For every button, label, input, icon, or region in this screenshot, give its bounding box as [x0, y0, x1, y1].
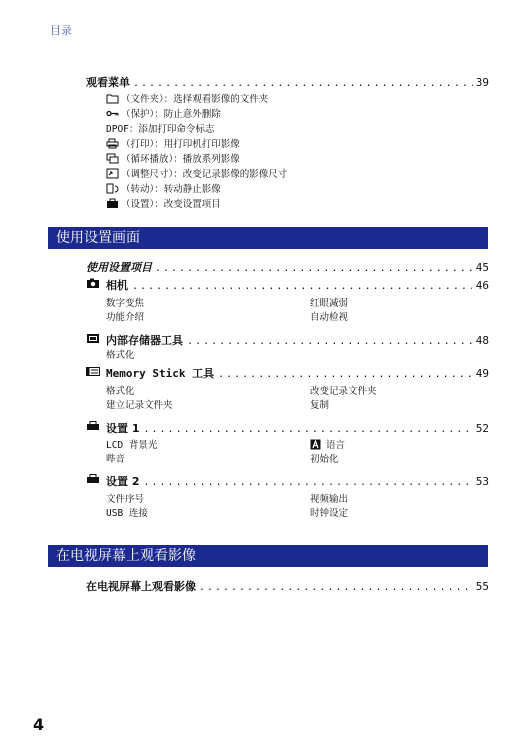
- view-item-dpof: [106, 121, 214, 135]
- camera-icon: [86, 278, 100, 289]
- toc-setup-2[interactable]: [86, 473, 489, 489]
- section-banner-tv: 在电视屏幕上观看影像: [48, 545, 488, 567]
- view-item-text: （调整尺寸）：改变记录影像的影像尺寸: [121, 169, 288, 180]
- toc-label: 设置 2: [106, 475, 140, 488]
- toc-page: 48: [475, 334, 489, 347]
- internal-memory-icon: [86, 333, 100, 344]
- toc-tv-view[interactable]: [86, 578, 489, 594]
- toc-page: 53: [475, 475, 489, 488]
- toc-page: 39: [475, 76, 489, 89]
- page-header: 目录: [50, 24, 72, 37]
- toolbox-2-icon: [86, 474, 100, 485]
- setup2-sub-right-1: 视频输出: [310, 494, 349, 505]
- view-item-text: DPOF：添加打印命令标志: [106, 124, 215, 135]
- camera-sub-right-2: 自动检视: [310, 312, 349, 323]
- view-item-text: （循环播放）：播放系列影像: [121, 154, 240, 165]
- view-item-folder: [106, 91, 268, 105]
- setup1-sub-left-2: 哔音: [106, 454, 126, 465]
- toc-camera[interactable]: [86, 277, 489, 293]
- toc-label: 内部存储器工具: [106, 334, 183, 347]
- page-number: 4: [33, 715, 45, 734]
- camera-sub-left-1: 数字变焦: [106, 298, 145, 309]
- toc-page: 46: [475, 279, 489, 292]
- view-item-slideshow: [106, 151, 240, 165]
- key-icon: [106, 108, 119, 119]
- view-item-text: （打印）：用打印机打印影像: [121, 139, 240, 150]
- toc-page: 49: [475, 367, 489, 380]
- printer-icon: [106, 138, 119, 149]
- toc-label: 在电视屏幕上观看影像: [86, 580, 196, 593]
- toc-setup-1[interactable]: [86, 420, 489, 436]
- internal-sub-left-1: 格式化: [106, 350, 135, 361]
- dot-leader: [143, 477, 471, 488]
- view-item-rotate: [106, 181, 221, 195]
- dot-leader: [155, 263, 473, 274]
- dot-leader: [187, 336, 472, 347]
- camera-sub-right-1: 红眼减弱: [310, 298, 349, 309]
- view-item-text: （设置）：改变设置项目: [121, 199, 221, 210]
- view-item-print: [106, 136, 240, 150]
- view-item-protect: [106, 106, 221, 120]
- toc-page: 45: [475, 261, 489, 274]
- toc-label: 设置 1: [106, 422, 140, 435]
- memstick-sub-right-1: 改变记录文件夹: [310, 386, 377, 397]
- view-item-text: （文件夹）：选择观看影像的文件夹: [121, 94, 269, 105]
- dot-leader: [133, 78, 473, 89]
- toolbox-icon: [106, 198, 119, 209]
- dot-leader: [143, 424, 471, 435]
- setup1-sub-right-2: 初始化: [310, 454, 339, 465]
- toc-internal-memory[interactable]: [86, 332, 489, 348]
- setup2-sub-right-2: 时钟设定: [310, 508, 349, 519]
- toolbox-1-icon: [86, 421, 100, 432]
- toc-page: 55: [475, 580, 489, 593]
- toc-label: 使用设置项目: [86, 261, 152, 274]
- setup2-sub-left-2: USB 连接: [106, 508, 148, 519]
- slideshow-icon: [106, 153, 119, 164]
- setup2-sub-left-1: 文件序号: [106, 494, 145, 505]
- view-item-text: （保护）：防止意外删除: [121, 109, 221, 120]
- resize-icon: [106, 168, 119, 179]
- dot-leader: [132, 281, 472, 292]
- dot-leader: [199, 582, 473, 593]
- toc-setup-items[interactable]: [86, 259, 489, 275]
- toc-label: 相机: [106, 279, 128, 292]
- setup1-sub-right-1: [310, 437, 345, 451]
- camera-sub-left-2: 功能介绍: [106, 312, 145, 323]
- toc-label: Memory Stick 工具: [106, 367, 215, 380]
- memstick-sub-left-1: 格式化: [106, 386, 135, 397]
- memstick-sub-left-2: 建立记录文件夹: [106, 400, 173, 411]
- section-banner-setup: 使用设置画面: [48, 227, 488, 249]
- folder-icon: [106, 93, 119, 104]
- setup1-sub-left-1: LCD 背景光: [106, 440, 158, 451]
- view-item-resize: [106, 166, 287, 180]
- view-item-text: （转动）：转动静止影像: [121, 184, 221, 195]
- memory-stick-icon: [86, 366, 100, 377]
- toc-memory-stick[interactable]: [86, 365, 489, 381]
- language-label: 语言: [326, 440, 346, 451]
- view-item-setup: [106, 196, 221, 210]
- rotate-icon: [106, 183, 119, 194]
- dot-leader: [218, 369, 472, 380]
- toc-page: 52: [475, 422, 489, 435]
- toc-label: 观看菜单: [86, 76, 130, 89]
- toc-view-menu[interactable]: [86, 74, 489, 90]
- memstick-sub-right-2: 复制: [310, 400, 330, 411]
- language-icon: [310, 439, 321, 450]
